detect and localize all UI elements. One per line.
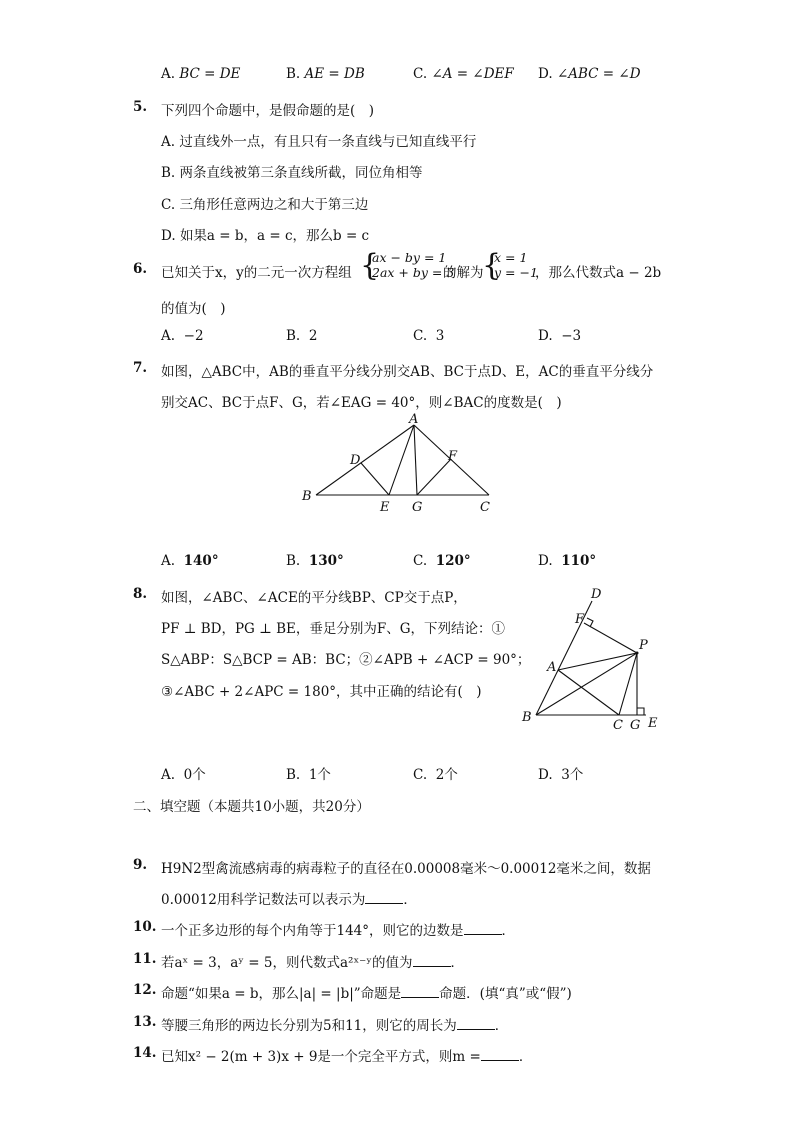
system-line: x = 1 bbox=[494, 250, 528, 265]
label-f: F bbox=[448, 449, 458, 464]
question-stem: 已知x² − 2(m + 3)x + 9是一个完全平方式，则m = ． bbox=[161, 1049, 533, 1065]
label-b: B bbox=[302, 489, 312, 504]
question-stem: 下列四个命题中，是假命题的是( ) bbox=[161, 103, 375, 119]
segment-pf bbox=[584, 623, 637, 653]
system-brace: { bbox=[482, 248, 502, 283]
option-c: C. 120° bbox=[413, 553, 471, 569]
option-a: A. 140° bbox=[161, 553, 219, 569]
label-e: E bbox=[380, 500, 390, 515]
label-a: A bbox=[547, 660, 557, 675]
option-d: D. 如果a = b，a = c，那么b = c bbox=[161, 228, 370, 244]
segment-ac bbox=[558, 670, 619, 715]
question-stem: 如图，△ABC中，AB的垂直平分线分别交AB、BC于点D、E，AC的垂直平分线分 bbox=[161, 364, 654, 380]
label-e: E bbox=[648, 716, 658, 731]
question-stem: 0.00012用科学记数法可以表示为 ． bbox=[161, 892, 417, 908]
question-stem: PF ⊥ BD，PG ⊥ BE，垂足分别为F、G，下列结论：① bbox=[161, 621, 506, 637]
label-p: P bbox=[639, 638, 648, 653]
question-stem: 一个正多边形的每个内角等于144°，则它的边数是 ． bbox=[161, 923, 516, 939]
question-stem: H9N2型禽流感病毒的病毒粒子的直径在0.00008毫米～0.00012毫米之间，数据 bbox=[161, 861, 651, 877]
segment-fg bbox=[417, 459, 451, 495]
question-stem: ，那么代数式a − 2b bbox=[535, 265, 662, 281]
option-b: B. AE = DB bbox=[286, 66, 365, 82]
segment-ae bbox=[389, 425, 414, 495]
question-number: 11. bbox=[133, 951, 157, 967]
question-stem: ③∠ABC + 2∠APC = 180°，其中正确的结论有( ) bbox=[161, 684, 482, 700]
question-stem: 的值为( ) bbox=[161, 301, 226, 317]
question-number: 5. bbox=[133, 99, 148, 115]
option-d: D. 3个 bbox=[538, 767, 584, 783]
question-stem: 命题“如果a = b，那么|a| = |b|”命题是 命题．(填“真”或“假”) bbox=[161, 986, 572, 1002]
answer-blank[interactable] bbox=[365, 891, 403, 904]
option-a: A. 过直线外一点，有且只有一条直线与已知直线平行 bbox=[161, 134, 477, 150]
segment-ag bbox=[414, 425, 417, 495]
option-c: C. 3 bbox=[413, 328, 445, 344]
question-stem: 若aˣ = 3，aʸ = 5，则代数式a²ˣ⁻ʸ的值为 ． bbox=[161, 955, 465, 971]
right-angle-g bbox=[637, 708, 644, 715]
section-heading: 二、填空题（本题共10小题，共20分） bbox=[133, 799, 370, 815]
segment-ap bbox=[558, 653, 637, 670]
answer-blank[interactable] bbox=[457, 1017, 495, 1030]
system-brace: { bbox=[360, 248, 380, 283]
question-number: 6. bbox=[133, 261, 148, 277]
option-d: D. −3 bbox=[538, 328, 582, 344]
answer-blank[interactable] bbox=[481, 1048, 519, 1061]
answer-blank[interactable] bbox=[401, 985, 439, 998]
label-g: G bbox=[630, 718, 641, 733]
option-a: A. −2 bbox=[161, 328, 204, 344]
answer-blank[interactable] bbox=[413, 954, 451, 967]
question-stem: 等腰三角形的两边长分别为5和11，则它的周长为 ． bbox=[161, 1018, 509, 1034]
option-b: B. 1个 bbox=[286, 767, 331, 783]
question-number: 9. bbox=[133, 857, 148, 873]
question-stem: 别交AC、BC于点F、G，若∠EAG = 40°，则∠BAC的度数是( ) bbox=[161, 395, 562, 411]
system-line: 2ax + by = 3 bbox=[372, 265, 455, 280]
question-number: 13. bbox=[133, 1014, 157, 1030]
label-g: G bbox=[412, 500, 423, 515]
question-number: 7. bbox=[133, 360, 148, 376]
option-c: C. 三角形任意两边之和大于第三边 bbox=[161, 197, 369, 213]
label-b: B bbox=[522, 710, 532, 725]
label-c: C bbox=[480, 500, 490, 515]
option-d: D. ∠ABC = ∠D bbox=[538, 66, 641, 82]
option-a: A. BC = DE bbox=[161, 66, 241, 82]
segment-ab bbox=[316, 425, 414, 495]
option-a: A. 0个 bbox=[161, 767, 206, 783]
question-number: 12. bbox=[133, 982, 157, 998]
question-stem: 的解为 bbox=[443, 265, 484, 281]
label-d: D bbox=[350, 453, 361, 468]
segment-de bbox=[361, 463, 389, 495]
triangle-figure bbox=[296, 412, 506, 520]
question-number: 10. bbox=[133, 919, 157, 935]
label-a: A bbox=[409, 412, 419, 427]
option-b: B. 两条直线被第三条直线所截，同位角相等 bbox=[161, 165, 423, 181]
option-d: D. 110° bbox=[538, 553, 597, 569]
label-d: D bbox=[591, 587, 602, 602]
option-c: C. 2个 bbox=[413, 767, 458, 783]
label-f: F bbox=[575, 612, 585, 627]
question-number: 14. bbox=[133, 1045, 157, 1061]
label-c: C bbox=[613, 718, 623, 733]
option-b: B. 130° bbox=[286, 553, 344, 569]
system-line: ax − by = 1 bbox=[372, 250, 447, 265]
question-stem: 如图，∠ABC、∠ACE的平分线BP、CP交于点P， bbox=[161, 590, 467, 606]
system-line: y = −1 bbox=[494, 265, 538, 280]
bisector-figure bbox=[516, 585, 666, 735]
answer-blank[interactable] bbox=[464, 922, 502, 935]
question-stem: S△ABP：S△BCP = AB：BC；②∠APB + ∠ACP = 90°； bbox=[161, 652, 531, 668]
option-c: C. ∠A = ∠DEF bbox=[413, 66, 514, 82]
option-b: B. 2 bbox=[286, 328, 318, 344]
question-number: 8. bbox=[133, 586, 148, 602]
question-stem: 已知关于x，y的二元一次方程组 bbox=[161, 265, 352, 281]
